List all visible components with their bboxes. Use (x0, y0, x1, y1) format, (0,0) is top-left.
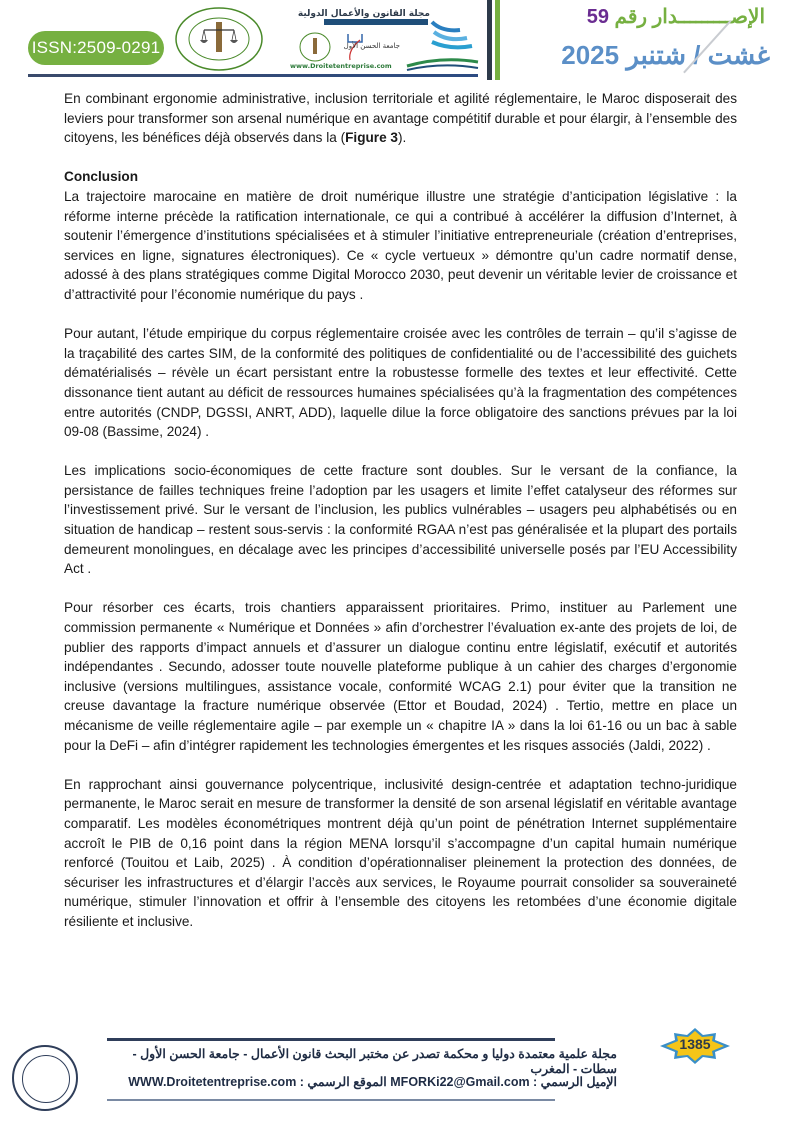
issn-badge: ISSN:2509-0291 (28, 31, 164, 65)
svg-text:جامعة الحسن الأول: جامعة الحسن الأول (343, 42, 400, 50)
svg-text:www.Droitetentreprise.com: www.Droitetentreprise.com (290, 62, 392, 70)
footer-journal-description: مجلة علمية معتمدة دوليا و محكمة تصدر عن مختبر البحث قانون الأعمال - جامعة الحسن الأول - سطات - المغرب (132, 1047, 617, 1076)
paragraph: La trajectoire marocaine en matière de droit numérique illustre une stratégie d’anticipation législative : la réforme interne précède la ratification internationale, ce qui a contribué à accélérer la diffusion d’Internet, à soutenir l’émergence d’institutions spécialisées et à stimuler l’initiative entrepreneuriale (création d’entreprises, services en ligne, signatures électroniques). Ce « cycle vertueux » démontre qu’un cadre normatif dense, adossé à des plans stratégiques comme Digital Morocco 2030, peut devenir un véritable levier de croissance et d’attractivité pour l’économie numérique du pays . (64, 188, 737, 302)
footer-divider-top (107, 1038, 555, 1041)
page-number: 1385 (679, 1036, 711, 1052)
issue-date: غشت / شتنبر 2025 (561, 40, 770, 70)
figure-reference: Figure 3 (345, 130, 398, 146)
header-vertical-bar-green (495, 0, 500, 80)
footer-contact-info: الإميل الرسمي : MFORKi22@Gmail.com الموقع الرسمي : WWW.Droitetentreprise.com (128, 1075, 617, 1089)
footer-seal-inner-ring (22, 1055, 70, 1103)
paragraph: Les implications socio-économiques de cette fracture sont doubles. Sur le versant de la confiance, la persistance de failles techniques freine l’adoption par les usagers et limite l’effet catalyseur des réformes sur l’investissement privé. Sur le versant de l’inclusion, les publics vulnérables – usagers peu alphabétisés ou en situation de handicap – restent sous-servis : la conformité RGAA n’est pas généralisée et la plupart des portails demeurent monolingues, en décalage avec les principes d’accessibilité universelle posés par l’EU Accessibility Act . (64, 463, 737, 577)
svg-text:مجلة القانون والأعمال الدولية: مجلة القانون والأعمال الدولية (297, 9, 430, 19)
article-body (64, 89, 737, 951)
issue-number: 59 (586, 6, 609, 28)
issue-title (515, 4, 765, 34)
footer-seal-icon (12, 1045, 78, 1111)
lab-seal-logo-icon (174, 6, 264, 72)
header-vertical-bar-dark (487, 0, 492, 80)
journal-logo-icon (282, 2, 482, 74)
intro-paragraph: En combinant ergonomie administrative, inclusion territoriale et agilité réglementaire, le Maroc disposerait des leviers pour transformer son arsenal numérique en avantage compétitif durable et pour élargir, à l’ensemble des citoyens, les bénéfices déjà observés dans la (Figure 3). (64, 91, 737, 146)
header-divider (28, 74, 478, 77)
footer-divider-bottom (107, 1099, 555, 1101)
paragraph: En rapprochant ainsi gouvernance polycentrique, inclusivité design-centrée et adaptation techno-juridique permanente, le Maroc serait en mesure de transformer la densité de son arsenal législatif en véritable avantage comparatif. Les modèles économétriques montrent déjà qu’un point de pénétration Internet supplémentaire accroît le PIB de 0,16 point dans la région MENA lorsqu’il s’accompagne d’un capital humain numérique renforcé (Touitou et Laib, 2025) . À condition d’opérationnaliser pleinement la protection des données, de sécuriser les infrastructures et d’élargir l’accès aux services, le Royaume pourrait consolider sa souveraineté numérique, stimuler l’innovation et offrir à l’ensemble des citoyens les retombées d’une économie digitale résiliente et inclusive. (64, 776, 737, 929)
paragraph: Pour résorber ces écarts, trois chantiers apparaissent prioritaires. Primo, instituer au Parlement une commission permanente « Numérique et Données » afin d’orchestrer l’évaluation ex-ante des projets de loi, de publier des rapports d’impact annuels et d’assurer un dialogue continu entre législatif, exécutif et autorités indépendantes . Secundo, adosser toute nouvelle plateforme publique à un cahier des charges d’ergonomie inclusive (versions multilingues, assistance vocale, conformité WCAG 2.1) pour éviter que la transition ne creuse davantage la fracture numérique observée (Ettor et Boudad, 2024) . Tertio, mettre en place un mécanisme de veille réglementaire agile – par exemple un « chapitre IA » dans la loi 61-16 ou un bac à sable pour la DeFi – afin d’intégrer rapidement les technologies émergentes et les risques associés (Jaldi, 2022) . (64, 600, 737, 753)
paragraph: Pour autant, l’étude empirique du corpus réglementaire croisée avec les contrôles de terrain – qu’il s’agisse de la traçabilité des cartes SIM, de la conformité des politiques de confidentialité ou de l’accessibilité des guichets dématérialisés – révèle un écart persistant entre la robustesse formelle des textes et leur effectivité. Cette dissonance tient autant au déficit de ressources humaines spécialisées qu’à la fragmentation des compétences entre autorités (CNDP, DGSSI, ANRT, ADD), laquelle dilue la force obligatoire des sanctions prévues par la loi 09-08 (Bassime, 2024) . (64, 326, 737, 440)
section-heading-conclusion: Conclusion (64, 169, 139, 185)
page-header (0, 0, 794, 82)
issue-label: الإصـــــــــدار رقم (614, 6, 765, 28)
